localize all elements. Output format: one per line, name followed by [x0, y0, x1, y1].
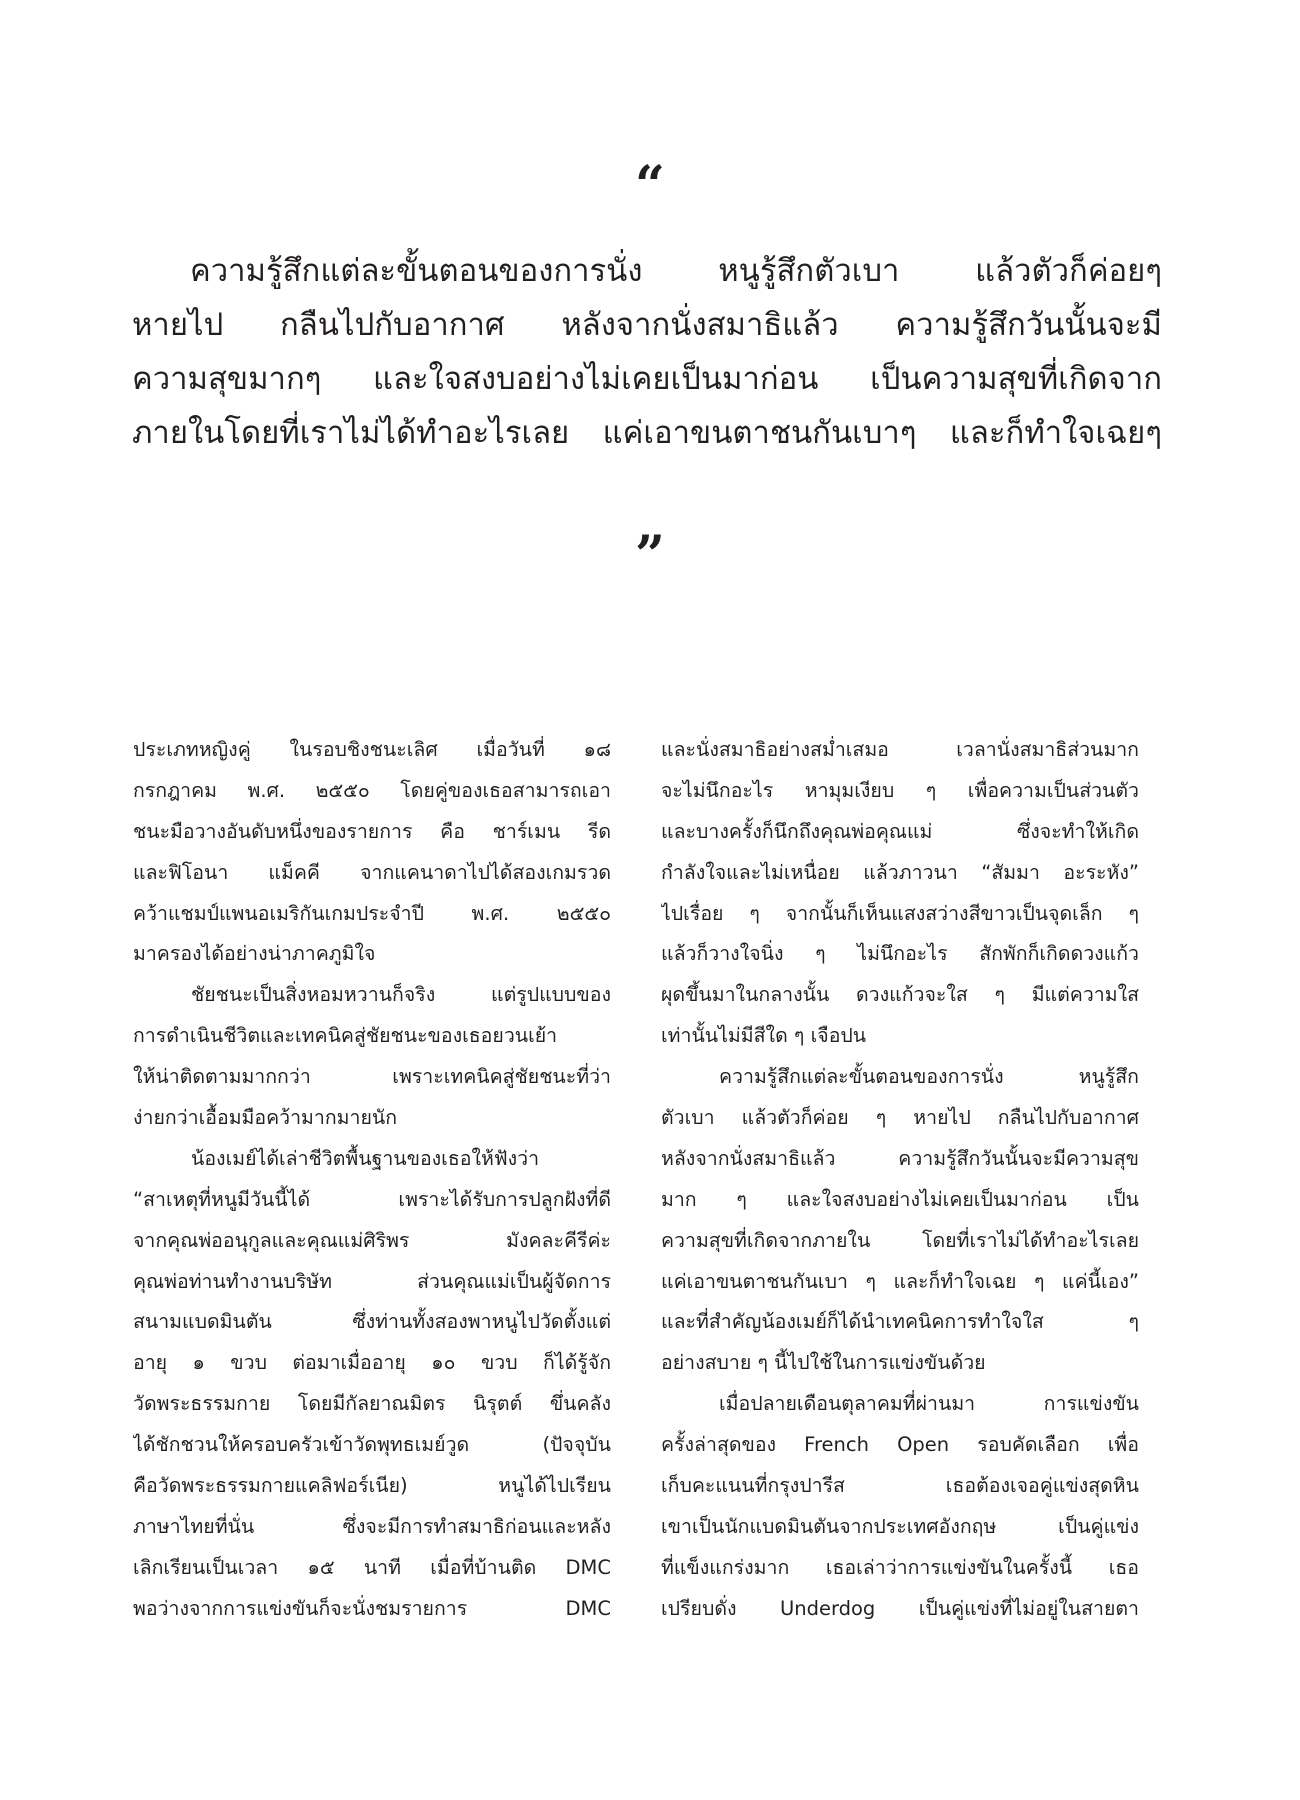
- text-line: ประเภทหญิงคู่ ในรอบชิงชนะเลิศ เมื่อวันที่ ๑๘: [133, 738, 611, 761]
- pull-quote-line: ความสุขมากๆ และใจสงบอย่างไม่เคยเป็นมาก่อน เป็นความสุขที่เกิดจาก: [132, 361, 1162, 397]
- text-line: อย่างสบาย ๆ นี้ไปใช้ในการแข่งขันด้วย: [661, 1351, 986, 1375]
- text-line: มาครองได้อย่างน่าภาคภูมิใจ: [133, 942, 376, 966]
- text-line: มาก ๆ และใจสงบอย่างไม่เคยเป็นมาก่อน เป็น: [661, 1187, 1139, 1211]
- text-line: “สาเหตุที่หนูมีวันนี้ได้ เพราะได้รับการปลูกฝังที่ดี: [133, 1187, 611, 1211]
- text-line: เก็บคะแนนที่กรุงปารีส เธอต้องเจอคู่แข่งสุดหิน: [661, 1474, 1139, 1498]
- text-line: คุณพ่อท่านทำงานบริษัท ส่วนคุณแม่เป็นผู้จัดการ: [133, 1269, 611, 1293]
- text-line: แล้วก็วางใจนิ่ง ๆ ไม่นึกอะไร สักพักก็เกิดดวงแก้ว: [661, 942, 1139, 966]
- text-line: คว้าแชมป์แพนอเมริกันเกมประจำปี พ.ศ. ๒๕๕๐: [133, 901, 611, 925]
- text-line: น้องเมย์ได้เล่าชีวิตพื้นฐานของเธอให้ฟังว่า: [191, 1146, 540, 1170]
- pull-quote-line: หายไป กลืนไปกับอากาศ หลังจากนั่งสมาธิแล้ว ความรู้สึกวันนั้นจะมี: [132, 307, 1162, 343]
- text-line: ตัวเบา แล้วตัวก็ค่อย ๆ หายไป กลืนไปกับอากาศ: [661, 1106, 1139, 1130]
- text-line: วัดพระธรรมกาย โดยมีกัลยาณมิตร นิรุตต์ ขึ่นคลัง: [133, 1392, 611, 1416]
- text-line: พอว่างจากการแข่งขันก็จะนั่งชมรายการ DMC: [133, 1596, 611, 1620]
- text-line: ไปเรื่อย ๆ จากนั้นก็เห็นแสงสว่างสีขาวเป็นจุดเล็ก ๆ: [661, 901, 1139, 925]
- pull-quote-line: ภายในโดยที่เราไม่ได้ทำอะไรเลย แค่เอาขนตาชนกันเบาๆ และก็ทำใจเฉยๆ: [132, 415, 1162, 451]
- text-line: กำลังใจและไม่เหนื่อย แล้วภาวนา “สัมมา อะระหัง”: [661, 860, 1139, 884]
- text-line: หลังจากนั่งสมาธิแล้ว ความรู้สึกวันนั้นจะมีความสุข: [661, 1146, 1139, 1170]
- text-line: ชัยชนะเป็นสิ่งหอมหวานก็จริง แต่รูปแบบของ: [191, 983, 611, 1007]
- text-line: ที่แข็งแกร่งมาก เธอเล่าว่าการแข่งขันในครั้งนี้ เธอ: [661, 1555, 1139, 1579]
- text-line: ความรู้สึกแต่ละขั้นตอนของการนั่ง หนูรู้สึก: [719, 1065, 1139, 1089]
- text-line: ภาษาไทยที่นั่น ซึ่งจะมีการทำสมาธิก่อนและหลัง: [133, 1514, 611, 1538]
- text-line: จะไม่นึกอะไร หามุมเงียบ ๆ เพื่อความเป็นส่วนตัว: [661, 778, 1139, 802]
- text-line: และนั่งสมาธิอย่างสม่ำเสมอ เวลานั่งสมาธิส่วนมาก: [661, 738, 1139, 761]
- text-line: ผุดขึ้นมาในกลางนั้น ดวงแก้วจะใส ๆ มีแต่ความใส: [661, 983, 1139, 1007]
- text-line: กรกฎาคม พ.ศ. ๒๕๕๐ โดยคู่ของเธอสามารถเอา: [133, 778, 611, 802]
- text-line: อายุ ๑ ขวบ ต่อมาเมื่ออายุ ๑๐ ขวบ ก็ได้รู้จัก: [133, 1351, 611, 1375]
- text-line: เขาเป็นนักแบดมินตันจากประเทศอังกฤษ เป็นคู่แข่ง: [661, 1514, 1139, 1538]
- text-line: ให้น่าติดตามมากกว่า เพราะเทคนิคสู่ชัยชนะที่ว่า: [133, 1065, 611, 1089]
- text-line: คือวัดพระธรรมกายแคลิฟอร์เนีย) หนูได้ไปเรียน: [133, 1474, 611, 1498]
- text-line: สนามแบดมินตัน ซึ่งท่านทั้งสองพาหนูไปวัดตั้งแต่: [133, 1310, 611, 1334]
- text-line: และบางครั้งก็นึกถึงคุณพ่อคุณแม่ ซึ่งจะทำให้เกิด: [661, 819, 1139, 843]
- text-line: จากคุณพ่ออนุกูลและคุณแม่ศิริพร มังคละคีรีค่ะ: [133, 1228, 611, 1252]
- text-line: ชนะมือวางอันดับหนึ่งของรายการ คือ ชาร์เมน รีด: [133, 819, 611, 843]
- text-line: เท่านั้นไม่มีสีใด ๆ เจือปน: [661, 1024, 867, 1048]
- text-line: ได้ชักชวนให้ครอบครัวเข้าวัดพุทธเมย์วูด (ปัจจุบัน: [133, 1433, 611, 1457]
- left-column: [133, 730, 611, 1630]
- pull-quote: [132, 244, 1162, 460]
- pull-quote-line: ความรู้สึกแต่ละขั้นตอนของการนั่ง หนูรู้สึกตัวเบา แล้วตัวก็ค่อยๆ: [190, 253, 1162, 289]
- text-line: และฟิโอนา แม็คคี จากแคนาดาไปได้สองเกมรวด: [133, 860, 611, 884]
- text-line: การดำเนินชีวิตและเทคนิคสู่ชัยชนะของเธอยวนเย้า: [133, 1024, 558, 1048]
- text-line: ความสุขที่เกิดจากภายใน โดยที่เราไม่ได้ทำอะไรเลย: [661, 1228, 1139, 1252]
- text-line: ง่ายกว่าเอื้อมมือคว้ามากมายนัก: [133, 1106, 398, 1130]
- text-line: เลิกเรียนเป็นเวลา ๑๕ นาที เมื่อที่บ้านติด DMC: [133, 1555, 611, 1579]
- text-line: เปรียบดั่ง Underdog เป็นคู่แข่งที่ไม่อยู่ในสายตา: [661, 1596, 1139, 1620]
- text-line: และที่สำคัญน้องเมย์ก็ได้นำเทคนิคการทำใจใส ๆ: [661, 1310, 1139, 1334]
- text-line: ครั้งล่าสุดของ French Open รอบคัดเลือก เพื่อ: [661, 1433, 1139, 1457]
- text-line: แค่เอาขนตาชนกันเบา ๆ และก็ทำใจเฉย ๆ แค่นี้เอง”: [661, 1269, 1139, 1293]
- open-quote-mark: “: [635, 155, 665, 216]
- close-quote-mark: ”: [635, 525, 665, 586]
- right-column: [661, 730, 1139, 1630]
- text-line: เมื่อปลายเดือนตุลาคมที่ผ่านมา การแข่งขัน: [719, 1392, 1139, 1416]
